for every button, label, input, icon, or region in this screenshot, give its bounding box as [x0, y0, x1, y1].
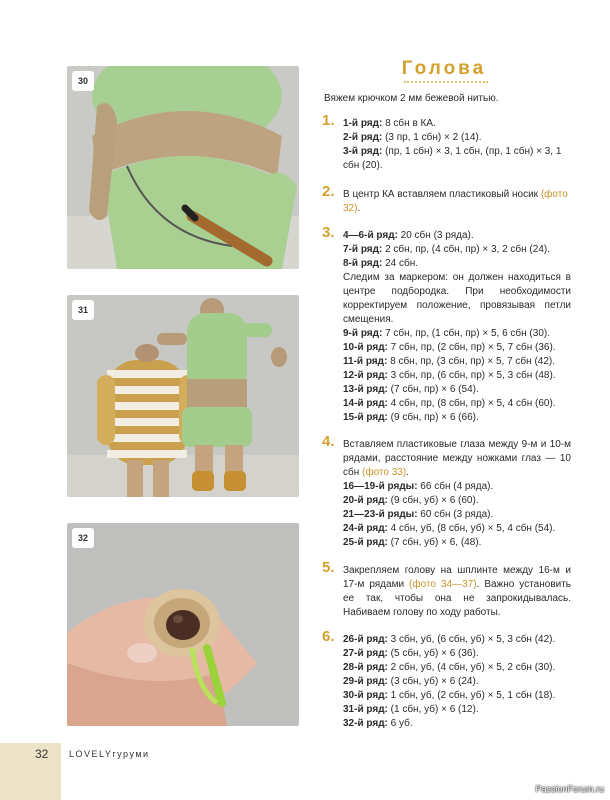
row-text: 2 сбн, уб, (4 сбн, уб) × 5, 2 сбн (30). — [387, 662, 556, 673]
photo-reference: (фото 34—37) — [409, 579, 477, 590]
photo-reference: (фото 33) — [362, 467, 407, 478]
row-label: 8-й ряд: — [343, 258, 383, 269]
step-3 — [343, 229, 571, 425]
row-label: 31-й ряд: — [343, 704, 388, 715]
row-label: 4—6-й ряд: — [343, 230, 398, 241]
row-text: (9 сбн, пр) × 6 (66). — [387, 412, 479, 423]
step-number: 2. — [322, 183, 335, 200]
step-number: 3. — [322, 224, 335, 241]
step-2 — [343, 188, 571, 216]
row-label: 3-й ряд: — [343, 146, 383, 157]
step-text-tail: . — [357, 203, 361, 214]
row-text: (5 сбн, уб) × 6 (36). — [387, 648, 479, 659]
step-text: Вставляем пластиковые глаза между 9-м и 10-м рядами, расстояние между ножками глаз — 10 сбн — [343, 439, 571, 478]
photo-number: 32 — [72, 528, 94, 548]
step-text: Закрепляем голову на шплинте между 16-м и 17-м рядами — [343, 565, 571, 590]
row-label: 21—23-й ряды: — [343, 509, 418, 520]
step-4 — [343, 438, 571, 550]
row-text: (7 сбн, уб) × 6, (48). — [387, 537, 482, 548]
step-number: 5. — [322, 559, 335, 576]
row-text: 8 сбн, пр, (3 сбн, пр) × 5, 7 сбн (42). — [387, 356, 556, 367]
row-label: 30-й ряд: — [343, 690, 388, 701]
row-label: 29-й ряд: — [343, 676, 388, 687]
row-label: 13-й ряд: — [343, 384, 388, 395]
photo-reference: (фото 32) — [343, 189, 568, 214]
row-label: 20-й ряд: — [343, 495, 388, 506]
row-text: (9 сбн, уб) × 6 (60). — [387, 495, 479, 506]
magazine-brand: LOVELYгуруми — [69, 749, 150, 759]
row-label: 7-й ряд: — [343, 244, 383, 255]
step-6 — [343, 633, 571, 731]
row-text: 3 сбн, пр, (6 сбн, пр) × 5, 3 сбн (48). — [387, 370, 556, 381]
photo-31-image — [67, 295, 299, 497]
row-text: (3 сбн, уб) × 6 (24). — [387, 676, 479, 687]
photo-number: 30 — [72, 71, 94, 91]
row-text: 2 сбн, пр, (4 сбн, пр) × 3, 2 сбн (24). — [382, 244, 550, 255]
photo-30-image — [67, 66, 299, 269]
photo-31 — [67, 295, 299, 497]
step-number: 6. — [322, 628, 335, 645]
row-label: 15-й ряд: — [343, 412, 388, 423]
row-text: 8 сбн в КА. — [382, 118, 436, 129]
photo-number: 31 — [72, 300, 94, 320]
row-text: (7 сбн, пр) × 6 (54). — [387, 384, 479, 395]
row-text: 66 сбн (4 ряда). — [417, 481, 494, 492]
row-label: 32-й ряд: — [343, 718, 388, 729]
row-label: 9-й ряд: — [343, 328, 383, 339]
step-text-tail: . — [406, 467, 409, 478]
photo-32-image — [67, 523, 299, 726]
photo-30 — [67, 66, 299, 269]
row-text: 7 сбн, пр, (2 сбн, пр) × 5, 7 сбн (36). — [387, 342, 556, 353]
step-number: 1. — [322, 112, 335, 129]
row-text: 4 сбн, уб, (8 сбн, уб) × 5, 4 сбн (54). — [387, 523, 556, 534]
row-text: (1 сбн, уб) × 6 (12). — [387, 704, 479, 715]
step-number: 4. — [322, 433, 335, 450]
row-label: 12-й ряд: — [343, 370, 388, 381]
row-label: 26-й ряд: — [343, 634, 388, 645]
row-text: 4 сбн, пр, (8 сбн, пр) × 5, 4 сбн (60). — [387, 398, 556, 409]
step-5 — [343, 564, 571, 620]
page-number: 32 — [35, 747, 49, 761]
row-text: 24 сбн. — [382, 258, 419, 269]
row-label: 24-й ряд: — [343, 523, 388, 534]
row-label: 27-й ряд: — [343, 648, 388, 659]
row-text: 7 сбн, пр, (1 сбн, пр) × 5, 6 сбн (30). — [382, 328, 550, 339]
section-title: Голова — [401, 58, 487, 79]
row-text: (3 пр, 1 сбн) × 2 (14). — [382, 132, 482, 143]
photo-32 — [67, 523, 299, 726]
title-underline — [404, 81, 488, 83]
row-text: (пр, 1 сбн) × 3, 1 сбн, (пр, 1 сбн) × 3, 1 сбн (20). — [343, 146, 562, 171]
row-label: 10-й ряд: — [343, 342, 388, 353]
row-label: 25-й ряд: — [343, 537, 388, 548]
row-text: 3 сбн, уб, (6 сбн, уб) × 5, 3 сбн (42). — [387, 634, 556, 645]
row-label: 28-й ряд: — [343, 662, 388, 673]
row-text: 6 уб. — [387, 718, 413, 729]
row-text: 20 сбн (3 ряда). — [397, 230, 474, 241]
row-text: 1 сбн, уб, (2 сбн, уб) × 5, 1 сбн (18). — [387, 690, 556, 701]
row-label: 1-й ряд: — [343, 118, 383, 129]
section-intro: Вяжем крючком 2 мм бежевой нитью. — [324, 93, 499, 104]
row-label: 14-й ряд: — [343, 398, 388, 409]
row-label: 11-й ряд: — [343, 356, 388, 367]
row-label: 16—19-й ряды: — [343, 481, 418, 492]
step-text-tail: . Важно установить ее так, чтобы она не запрокидывалась. Набиваем голову по ходу работы. — [343, 579, 572, 618]
footer-tab — [0, 743, 61, 800]
row-text: 60 сбн (3 ряда). — [417, 509, 494, 520]
row-label: 2-й ряд: — [343, 132, 383, 143]
step-note: Следим за маркером: он должен находиться в центре подбородка. При необходимости корректируем положение, провязывая петли смещения. — [343, 272, 571, 325]
step-1 — [343, 117, 571, 173]
step-text: В центр КА вставляем пластиковый носик — [343, 189, 541, 200]
watermark: PassionForum.ru — [535, 784, 604, 794]
